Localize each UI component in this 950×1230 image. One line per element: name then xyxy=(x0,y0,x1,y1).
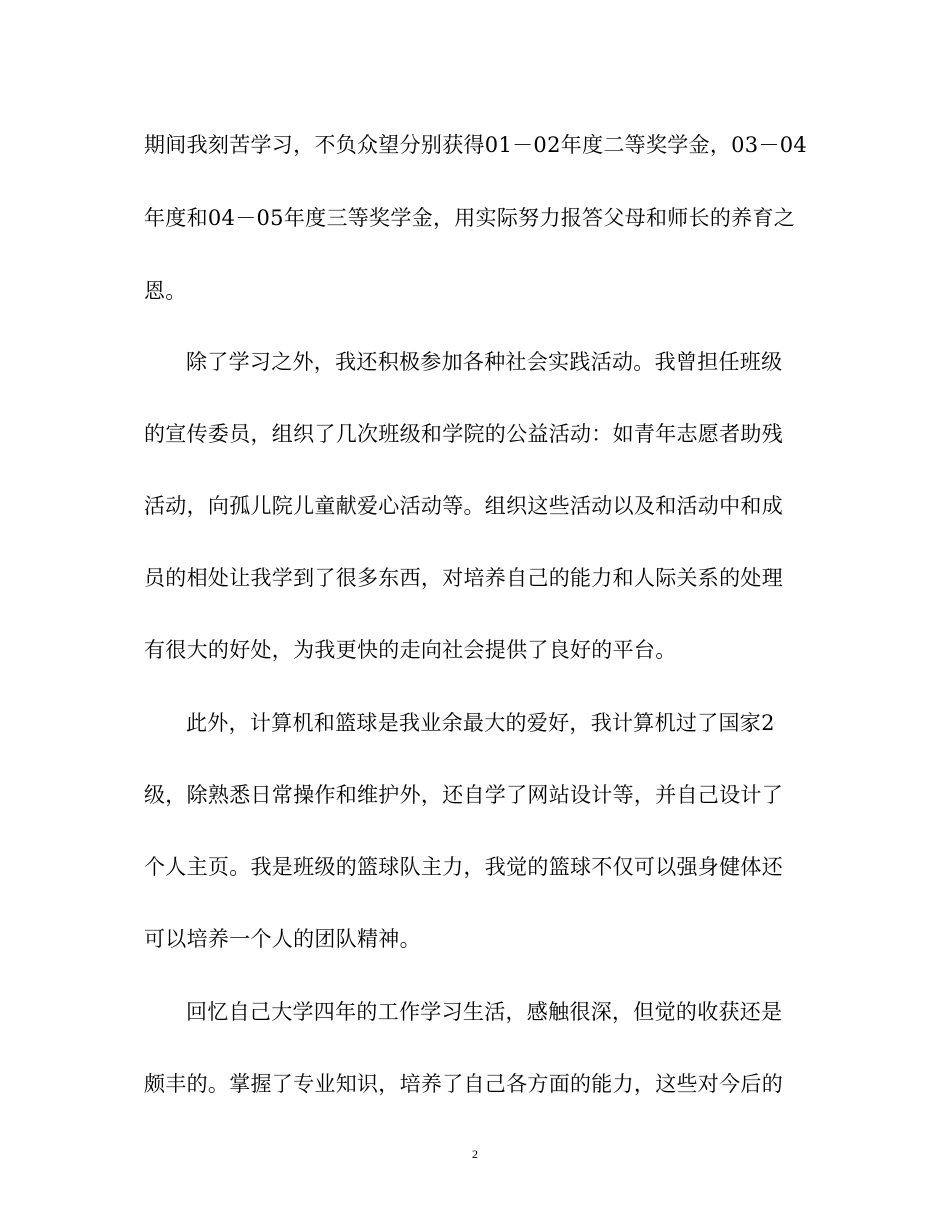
text-line: 颇丰的。掌握了专业知识，培养了自己各方面的能力，这些对今后的 xyxy=(144,1072,783,1096)
paragraph-first-line: 除了学习之外，我还积极参加各种社会实践活动。我曾担任班级 xyxy=(186,350,783,374)
text-line: 级，除熟悉日常操作和维护外，还自学了网站设计等，并自己设计了 xyxy=(144,783,783,807)
page-number: 2 xyxy=(472,1147,478,1161)
text-line: 有很大的好处，为我更快的走向社会提供了良好的平台。 xyxy=(144,638,677,662)
paragraph-first-line: 此外，计算机和篮球是我业余最大的爱好，我计算机过了国家2 xyxy=(186,711,775,735)
text-line: 的宣传委员，组织了几次班级和学院的公益活动：如青年志愿者助残 xyxy=(144,422,783,446)
text-line: 活动，向孤儿院儿童献爱心活动等。组织这些活动以及和活动中和成 xyxy=(144,494,783,518)
text-line: 可以培养一个人的团队精神。 xyxy=(144,927,421,951)
text-line: 期间我刻苦学习，不负众望分别获得01－02年度二等奖学金，03－04 xyxy=(144,133,808,157)
text-line: 员的相处让我学到了很多东西，对培养自己的能力和人际关系的处理 xyxy=(144,566,783,590)
paragraph-first-line: 回忆自己大学四年的工作学习生活，感触很深，但觉的收获还是 xyxy=(186,1000,783,1024)
text-line: 恩。 xyxy=(144,279,187,303)
text-line: 个人主页。我是班级的篮球队主力，我觉的篮球不仅可以强身健体还 xyxy=(144,855,783,879)
text-line: 年度和04－05年度三等奖学金，用实际努力报答父母和师长的养育之 xyxy=(144,206,796,230)
